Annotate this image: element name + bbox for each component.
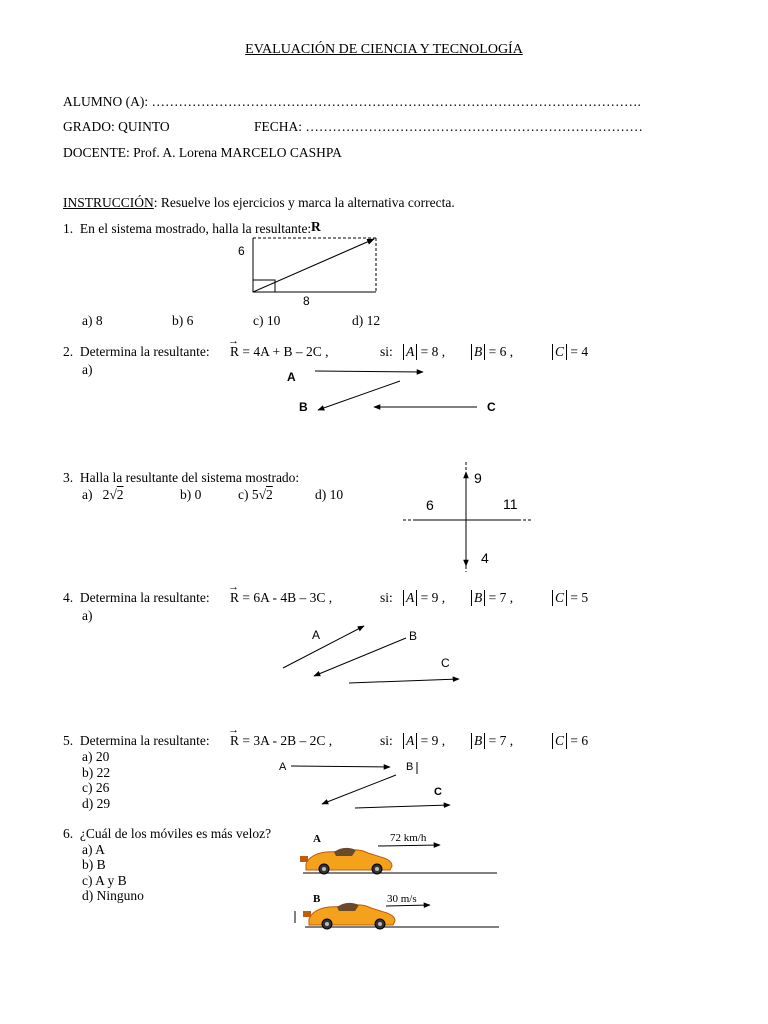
q6-option-a: a) A (82, 842, 105, 857)
q5-cond-c-var: C (552, 733, 567, 749)
q2-cond-a-val: = 8 , (417, 344, 446, 359)
q1-option-a: a) 8 (82, 313, 103, 328)
q4-label-c: C (441, 656, 450, 670)
q4-number: 4. (63, 590, 74, 605)
teacher-label: DOCENTE: (63, 145, 130, 160)
q4-label-a: A (312, 628, 321, 642)
q5-label-c: C (434, 786, 442, 798)
q2-label-b: B (299, 400, 308, 414)
q6-statement: ¿Cuál de los móviles es más veloz? (79, 826, 272, 841)
q5-label-a: A (279, 761, 287, 773)
q2-cond-a-var: A (403, 344, 417, 360)
teacher-value: Prof. A. Lorena MARCELO CASHPA (133, 145, 342, 160)
q2-formula-rest: = 4A + B – 2C , (239, 344, 329, 359)
q6-option-d: d) Ninguno (82, 888, 144, 903)
q2-cond-c-var: C (552, 344, 567, 360)
q2-option-a: a) (82, 362, 93, 377)
q5-cond-a-var: A (403, 733, 417, 749)
q5-number: 5. (63, 733, 74, 748)
q5-cond-a-val: = 9 , (417, 733, 446, 748)
q5-cond-c-val: = 6 (567, 733, 589, 748)
q6-car-a-speed: 72 km/h (390, 832, 427, 844)
q3-number: 3. (63, 470, 74, 485)
q1-statement: En el sistema mostrado, halla la resultante: (79, 221, 312, 236)
q5-option-a: a) 20 (82, 749, 110, 764)
q5-formula-r: R (230, 733, 240, 748)
q2-cond-b-val: = 6 , (485, 344, 514, 359)
q4-statement: Determina la resultante: (79, 590, 210, 605)
q5-formula-rest: = 3A - 2B – 2C , (239, 733, 333, 748)
q3-option-d: d) 10 (315, 487, 344, 502)
q3-statement: Halla la resultante del sistema mostrado: (79, 470, 300, 485)
q3-label-left: 6 (426, 497, 434, 513)
q6-option-c: c) A y B (82, 873, 127, 888)
q5-formula: → R = 3A - 2B – 2C , (228, 724, 333, 748)
q5-option-d: d) 29 (82, 796, 111, 811)
q4-cond-b-var: B (471, 590, 485, 606)
student-dots: ………………………………………………………………………………………………. (151, 94, 641, 109)
q5-option-c: c) 26 (82, 780, 110, 795)
q4-cond-c-var: C (552, 590, 567, 606)
q2-number: 2. (63, 344, 74, 359)
q4-cond-c-val: = 5 (567, 590, 589, 605)
q3-label-right: 11 (503, 496, 518, 512)
car-b-icon (303, 903, 395, 929)
q2-cond-c-val: = 4 (567, 344, 589, 359)
q4-formula-r: R (230, 590, 240, 605)
instruction-text: : Resuelve los ejercicios y marca la alternativa correcta. (153, 195, 455, 210)
q4-cond-a-val: = 9 , (417, 590, 446, 605)
q1-bottom-label: 8 (303, 294, 310, 308)
q3-option-c-text: c) 5 (238, 487, 259, 502)
grade-value: QUINTO (118, 119, 170, 134)
q1-side-label: 6 (238, 244, 245, 258)
q6-car-a-label: A (313, 833, 321, 845)
q3-option-b: b) 0 (180, 487, 202, 502)
q3-label-up: 9 (474, 470, 482, 486)
date-dots: ………………………………………………………………… (305, 119, 643, 134)
q5-cond-b-var: B (471, 733, 485, 749)
q5-option-b: b) 22 (82, 765, 111, 780)
q6-car-b-speed: 30 m/s (387, 893, 417, 905)
page-title: EVALUACIÓN DE CIENCIA Y TECNOLOGÍA (245, 42, 523, 57)
date-label: FECHA: (254, 119, 303, 134)
car-a-icon (300, 848, 392, 874)
q3-option-a-rad: 2 (116, 487, 124, 502)
q6-number: 6. (63, 826, 74, 841)
q1-vector-label: R (311, 219, 321, 234)
q4-option-a: a) (82, 608, 93, 623)
q5-si: si: (380, 733, 393, 748)
q4-cond-b-val: = 7 , (485, 590, 514, 605)
q6-option-b: b) B (82, 857, 106, 872)
q3-option-c: c) 5√2 (238, 487, 273, 502)
q5-cond-b-val: = 7 , (485, 733, 514, 748)
q4-label-b: B (409, 629, 418, 643)
q1-number: 1. (63, 221, 74, 236)
q2-statement: Determina la resultante: (79, 344, 210, 359)
q1-option-d: d) 12 (352, 313, 381, 328)
q2-formula: → R = 4A + B – 2C , (228, 335, 329, 359)
q3-option-c-rad: 2 (266, 487, 273, 502)
q4-formula: → R = 6A - 4B – 3C , (228, 581, 333, 605)
q4-cond-a-var: A (403, 590, 417, 606)
q2-label-c: C (487, 400, 496, 414)
q2-label-a: A (287, 370, 296, 384)
q1-option-c: c) 10 (253, 313, 281, 328)
grade-label: GRADO: (63, 119, 115, 134)
q3-option-a-coef: 2 (102, 487, 110, 502)
q1-option-b: b) 6 (172, 313, 194, 328)
q2-formula-r: R (230, 344, 240, 359)
q4-formula-rest: = 6A - 4B – 3C , (239, 590, 333, 605)
q3-label-down: 4 (481, 550, 489, 566)
q5-statement: Determina la resultante: (79, 733, 210, 748)
q3-option-a-letter: a) (82, 487, 93, 502)
q6-car-b-label: B (313, 893, 321, 905)
q2-cond-b-var: B (471, 344, 485, 360)
q3-option-a: a) 2√2 (82, 487, 124, 502)
instruction-label: INSTRUCCIÓN (63, 195, 154, 210)
q4-si: si: (380, 590, 393, 605)
q5-label-b: B (406, 761, 414, 773)
q2-si: si: (380, 344, 393, 359)
student-label: ALUMNO (A): (63, 94, 149, 109)
